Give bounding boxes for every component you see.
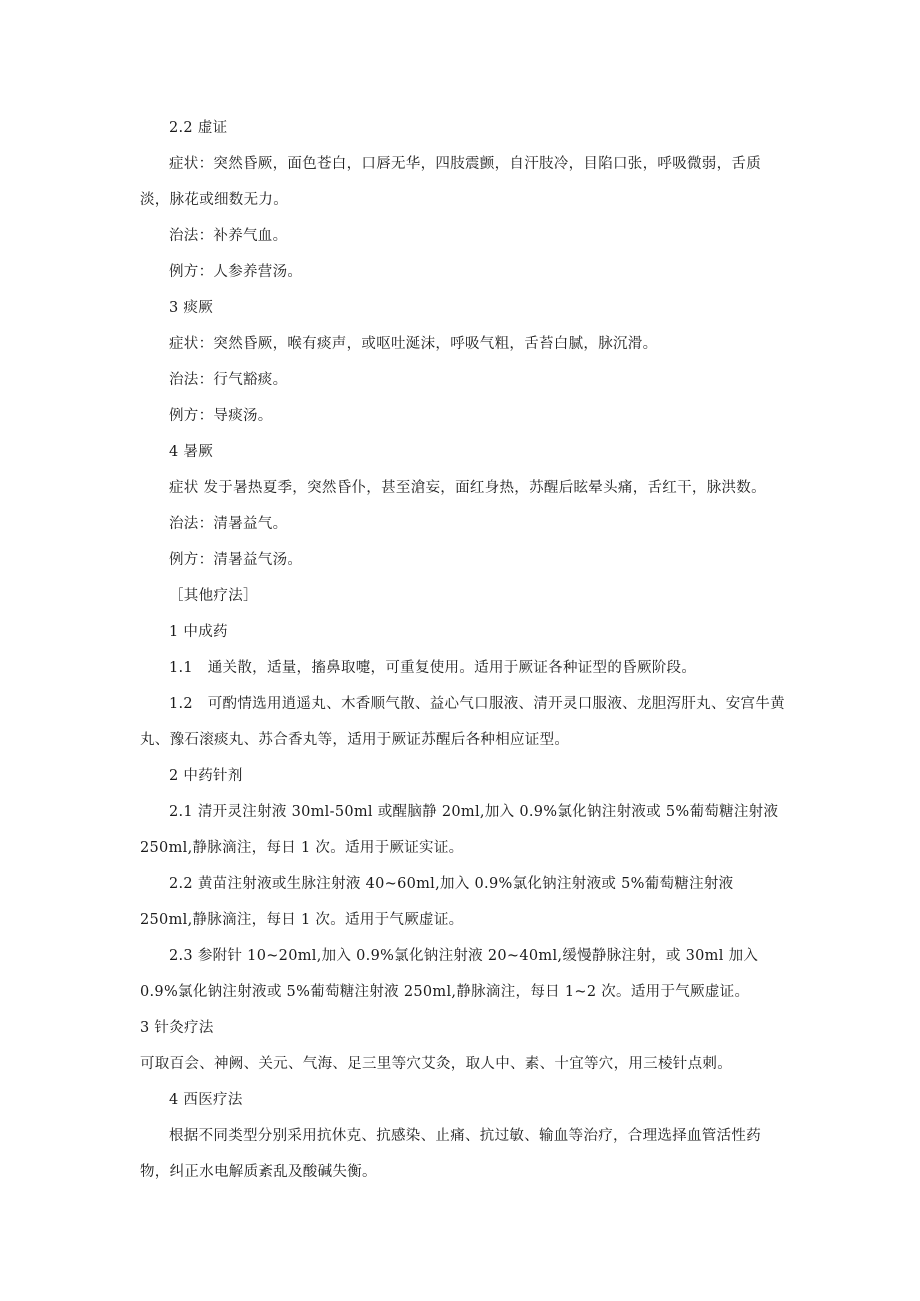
paragraph-2-2: 2.2 黄苗注射液或生脉注射液 40~60ml,加入 0.9%氯化钠注射液或 5%葡萄糖注射液 250ml,静脉滴注，每日 1 次。适用于气厥虚证。 [140, 876, 734, 928]
paragraph-acupuncture: 可取百会、神阙、关元、气海、足三里等穴艾灸，取人中、素、十宜等穴，用三棱针点刺。 [140, 1056, 732, 1072]
heading-2-injections: 2 中药针剂 [169, 768, 243, 784]
heading-4-summerheat-syncope: 4 暑厥 [169, 444, 214, 460]
paragraph-deficiency-prescription: 例方：人参养营汤。 [169, 264, 303, 280]
paragraph-phlegm-prescription: 例方：导痰汤。 [169, 408, 273, 424]
heading-3-acupuncture: 3 针灸疗法 [140, 1020, 214, 1036]
heading-2-2-deficiency: 2.2 虚证 [169, 120, 228, 136]
heading-4-western-medicine: 4 西医疗法 [169, 1092, 243, 1108]
paragraph-deficiency-treatment: 治法：补养气血。 [169, 228, 288, 244]
heading-3-phlegm-syncope: 3 痰厥 [169, 300, 214, 316]
paragraph-2-1: 2.1 清开灵注射液 30ml-50ml 或醒脑静 20ml,加入 0.9%氯化钠注射液或 5%葡萄糖注射液 250ml,静脉滴注，每日 1 次。适用于厥证实证。 [140, 804, 779, 856]
paragraph-summerheat-treatment: 治法：清暑益气。 [169, 516, 288, 532]
paragraph-1-1: 1.1 通关散，适量，搐鼻取嚏，可重复使用。适用于厥证各种证型的昏厥阶段。 [169, 660, 697, 676]
paragraph-western-medicine: 根据不同类型分别采用抗休克、抗感染、止痛、抗过敏、输血等治疗，合理选择血管活性药物，纠正水电解质紊乱及酸碱失衡。 [140, 1128, 761, 1180]
paragraph-phlegm-symptoms: 症状：突然昏厥，喉有痰声，或呕吐涎沫，呼吸气粗，舌苔白腻，脉沉滑。 [169, 336, 658, 352]
paragraph-deficiency-symptoms: 症状：突然昏厥，面色苍白，口唇无华，四肢震颤，自汗肢冷，目陷口张，呼吸微弱，舌质淡，脉花或细数无力。 [140, 156, 761, 208]
heading-other-therapies: ［其他疗法］ [169, 588, 258, 604]
paragraph-2-3: 2.3 参附针 10~20ml,加入 0.9%氯化钠注射液 20~40ml,缓慢静脉注射，或 30ml 加入 0.9%氯化钠注射液或 5%葡萄糖注射液 250ml,静脉滴注，每日 1~2 次。适用于气厥虚证。 [140, 948, 759, 1000]
paragraph-summerheat-symptoms: 症状 发于暑热夏季，突然昏仆，甚至滄妄，面红身热，苏醒后眩晕头痛，舌红干，脉洪数。 [169, 480, 766, 496]
paragraph-summerheat-prescription: 例方：清暑益气汤。 [169, 552, 303, 568]
paragraph-phlegm-treatment: 治法：行气豁痰。 [169, 372, 288, 388]
paragraph-1-2: 1.2 可酌情选用逍遥丸、木香顺气散、益心气口服液、清开灵口服液、龙胆泻肝丸、安宫牛黄丸、豫石滚痰丸、苏合香丸等，适用于厥证苏醒后各种相应证型。 [140, 696, 785, 748]
heading-1-patent-medicine: 1 中成药 [169, 624, 228, 640]
